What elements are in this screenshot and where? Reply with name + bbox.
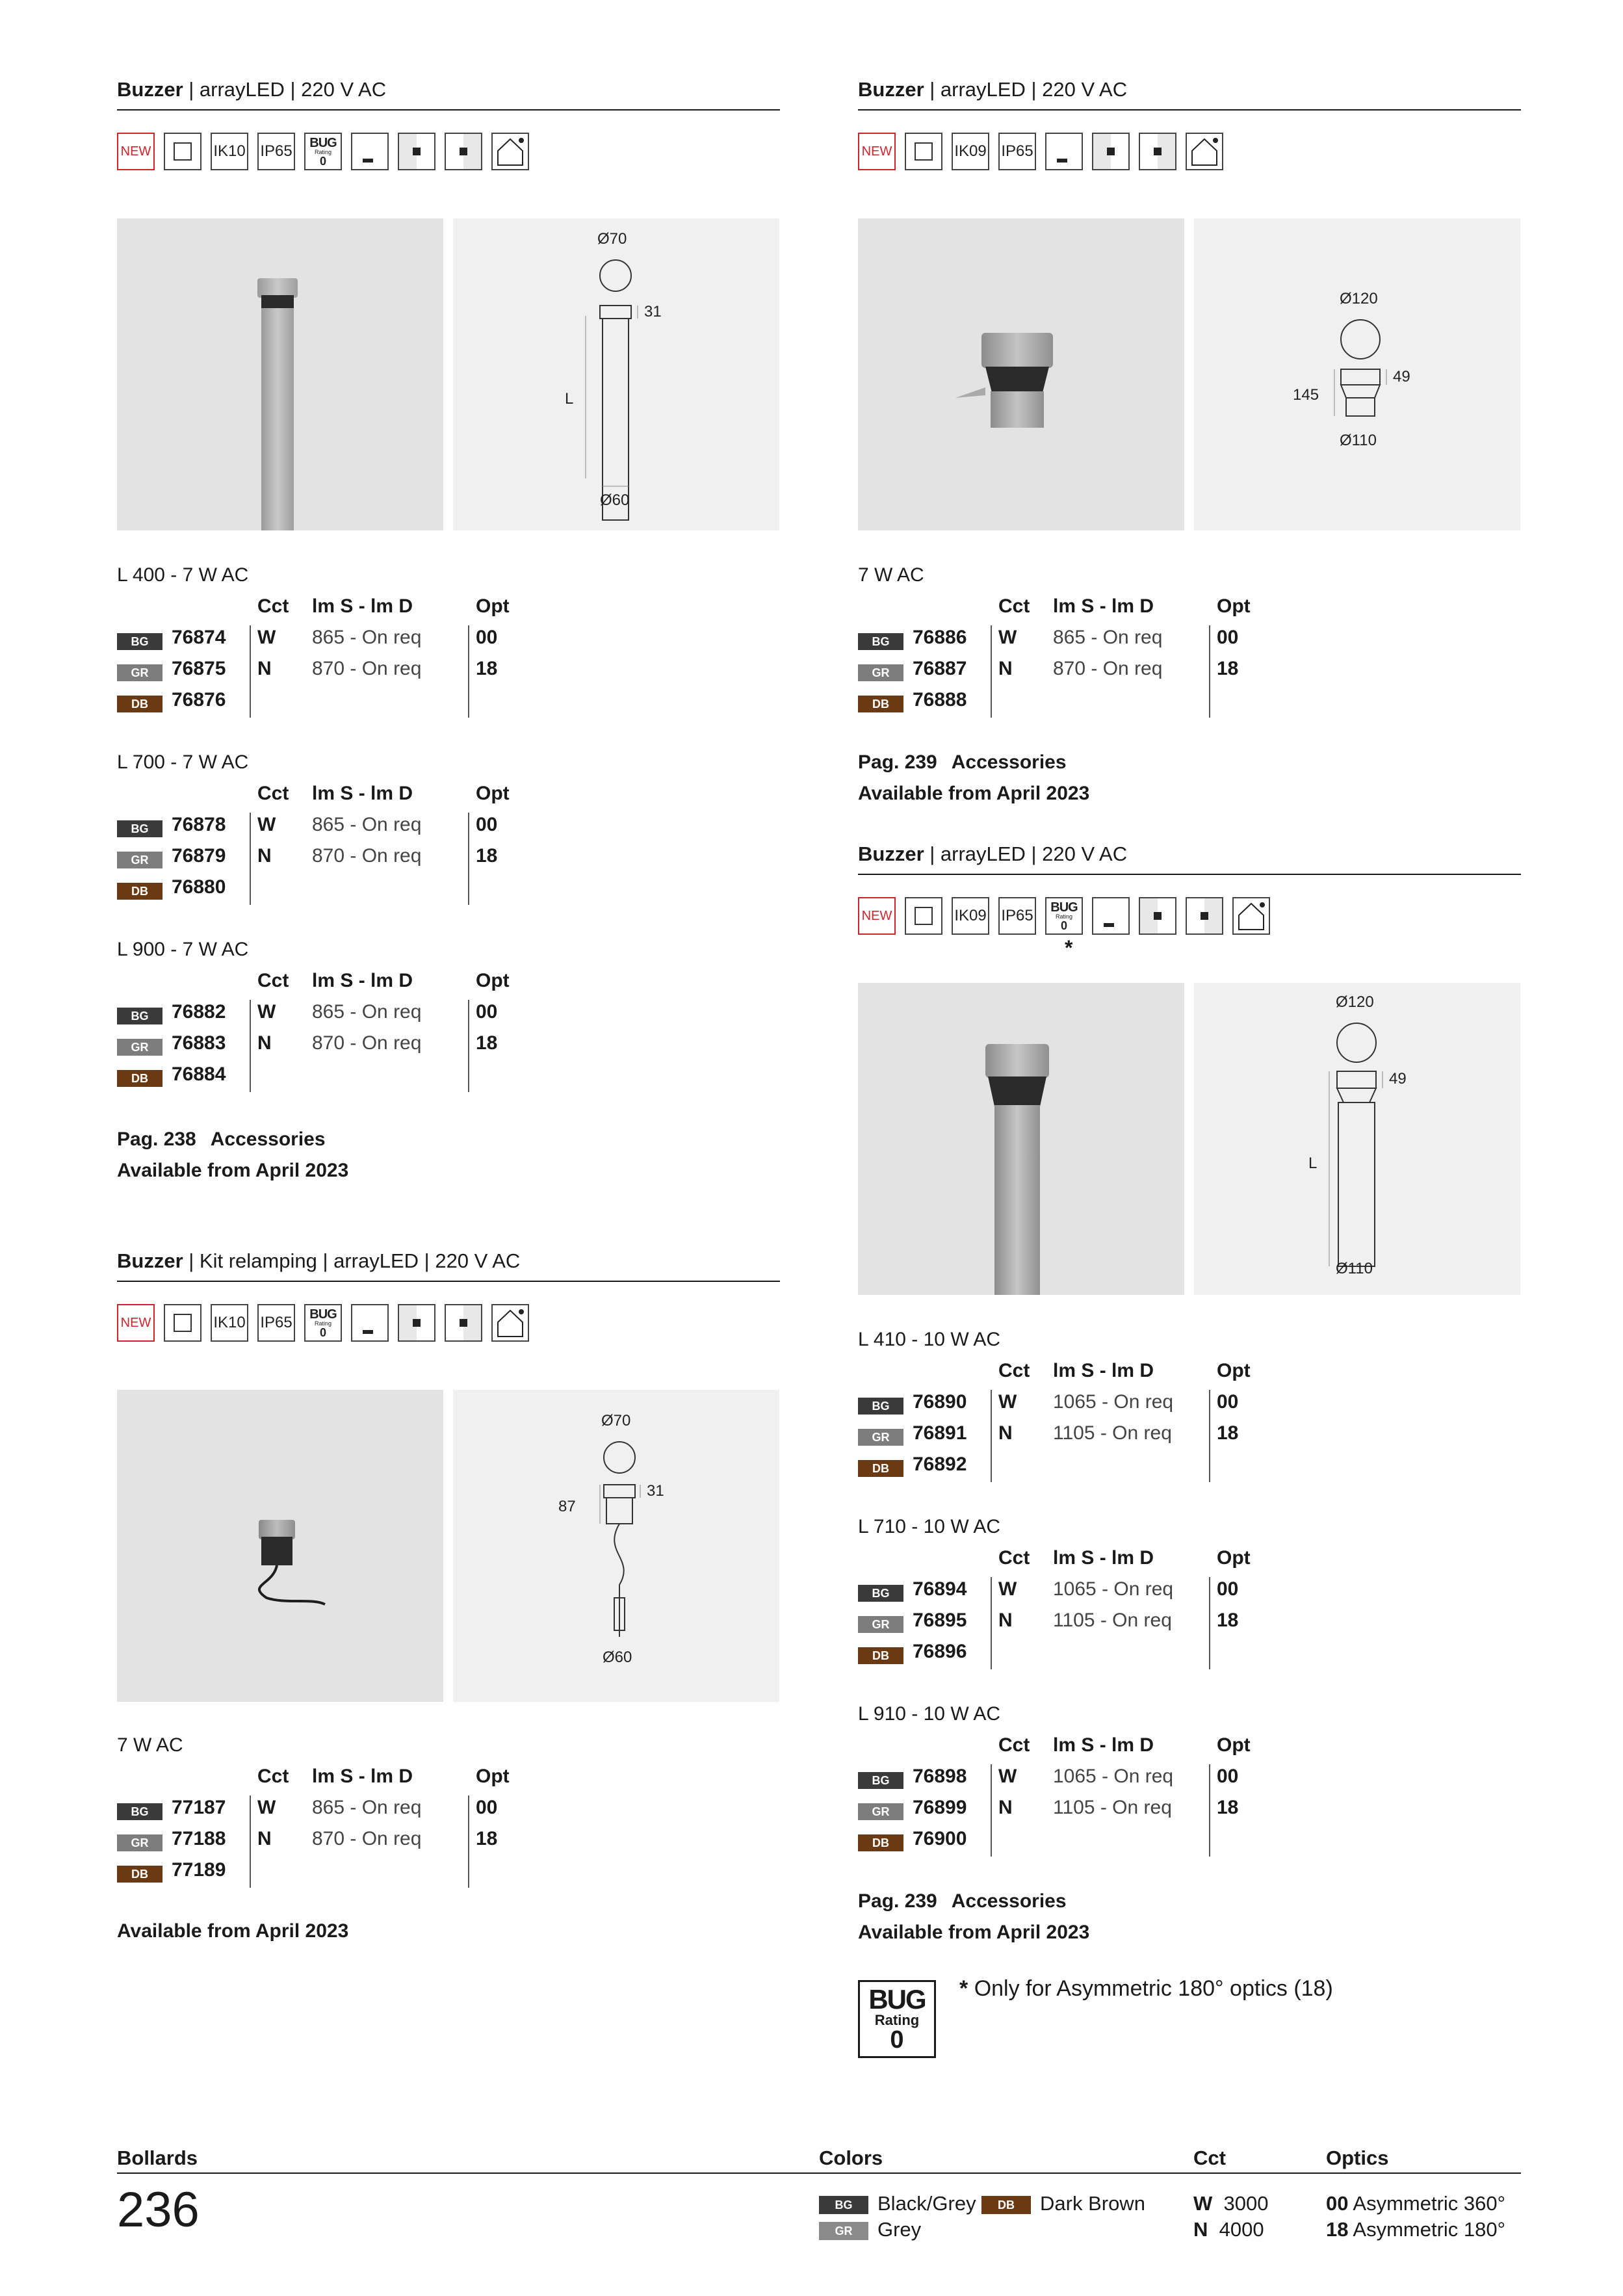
- optic-00: 00 Asymmetric 360°: [1326, 2192, 1506, 2215]
- ik09-icon: IK09: [952, 133, 989, 170]
- bug-rating-large-icon: BUG Rating 0: [858, 1980, 936, 2058]
- product-photo-bollard: [117, 218, 443, 530]
- table-title: L 900 - 7 W AC: [117, 939, 249, 960]
- brand-name: Buzzer: [117, 1249, 183, 1272]
- symmetric-optic-icon: [398, 1304, 435, 1342]
- table-row: DB 76880: [117, 876, 507, 902]
- table-title: 7 W AC: [117, 1734, 183, 1756]
- header-lm: lm S - lm D: [312, 783, 413, 804]
- accessories-note: Pag. 239 Accessories: [858, 751, 1067, 773]
- section-header-1: [117, 77, 780, 111]
- header-lm: lm S - lm D: [312, 595, 413, 617]
- cct-n: N 4000: [1193, 2218, 1264, 2241]
- header-cct: Cct: [257, 970, 289, 991]
- spec-table-short: [858, 564, 1251, 720]
- header-opt: Opt: [1217, 595, 1251, 617]
- technical-drawing-3: [1194, 983, 1520, 1295]
- header-opt: Opt: [1217, 1734, 1251, 1756]
- symmetric-optic-icon: [1092, 133, 1130, 170]
- table-title: L 710 - 10 W AC: [858, 1516, 1000, 1537]
- icon-strip-2: [858, 133, 1223, 170]
- header-opt: Opt: [476, 1766, 510, 1787]
- table-row: BG 76890 W 1065 - On req 00: [858, 1391, 1248, 1417]
- dim-diameter-top: Ø70: [601, 1412, 631, 1429]
- bug-rating-icon: BUG Rating 0: [304, 133, 342, 170]
- header-lm: lm S - lm D: [1053, 595, 1154, 617]
- technical-drawing-2: [1194, 218, 1520, 530]
- footer-cct-heading: Cct: [1193, 2146, 1226, 2169]
- header-lm: lm S - lm D: [1053, 1360, 1154, 1381]
- ground-mount-icon: [1045, 133, 1083, 170]
- ground-mount-icon: [1092, 897, 1130, 935]
- asymmetric-footnote: * Only for Asymmetric 180° optics (18): [959, 1976, 1333, 2001]
- footer-optics-heading: Optics: [1326, 2146, 1389, 2169]
- footer-category: Bollards: [117, 2146, 198, 2169]
- table-row: BG 77187 W 865 - On req 00: [117, 1797, 507, 1823]
- spec-table-kit: [117, 1734, 510, 1890]
- accessories-note: Pag. 239 Accessories: [858, 1890, 1067, 1912]
- header-opt: Opt: [1217, 1360, 1251, 1381]
- header-lm: lm S - lm D: [1053, 1734, 1154, 1756]
- asymmetric-optic-icon: [445, 1304, 482, 1342]
- icon-strip-4: [117, 1304, 529, 1342]
- dim-diameter-bottom: Ø60: [600, 491, 630, 509]
- table-row: GR 76899 N 1105 - On req 18: [858, 1797, 1248, 1823]
- dim-diameter-top: Ø70: [597, 230, 627, 248]
- asymmetric-optic-icon: [1139, 133, 1176, 170]
- class-ii-icon: [164, 1304, 201, 1342]
- new-badge-icon: NEW: [117, 1304, 155, 1342]
- table-row: BG 76878 W 865 - On req 00: [117, 814, 507, 840]
- dim-length: L: [1308, 1155, 1318, 1172]
- table-row: BG 76874 W 865 - On req 00: [117, 627, 507, 653]
- table-title: 7 W AC: [858, 564, 924, 586]
- section-subtitle: | Kit relamping | arrayLED | 220 V AC: [183, 1249, 521, 1272]
- symmetric-optic-icon: [398, 133, 435, 170]
- table-row: BG 76898 W 1065 - On req 00: [858, 1766, 1248, 1792]
- technical-drawing-1: [453, 218, 779, 530]
- header-cct: Cct: [257, 783, 289, 804]
- ground-mount-icon: [351, 133, 389, 170]
- header-cct: Cct: [998, 1734, 1030, 1756]
- header-cct: Cct: [998, 1360, 1030, 1381]
- header-lm: lm S - lm D: [312, 1766, 413, 1787]
- section-subtitle: | arrayLED | 220 V AC: [924, 842, 1128, 865]
- table-row: DB 76896: [858, 1641, 1248, 1667]
- class-ii-icon: [164, 133, 201, 170]
- new-badge-icon: NEW: [117, 133, 155, 170]
- cct-w: W 3000: [1193, 2192, 1269, 2215]
- symmetric-optic-icon: [1139, 897, 1176, 935]
- dim-head-height: 49: [1389, 1070, 1407, 1088]
- bug-rating-icon: BUG Rating 0: [304, 1304, 342, 1342]
- outdoor-house-icon: [491, 133, 529, 170]
- outdoor-house-icon: [491, 1304, 529, 1342]
- dim-body-height: 87: [558, 1498, 576, 1515]
- accessories-note: Pag. 238 Accessories: [117, 1128, 326, 1150]
- optic-18: 18 Asymmetric 180°: [1326, 2218, 1506, 2241]
- ip65-icon: IP65: [998, 897, 1036, 935]
- page-number: 236: [117, 2182, 200, 2237]
- outdoor-house-icon: [1186, 133, 1223, 170]
- technical-drawing-4: [453, 1390, 779, 1702]
- spec-table-l900: [117, 939, 510, 1095]
- section-header-kit: [117, 1248, 780, 1282]
- availability-note: Available from April 2023: [858, 1922, 1090, 1943]
- header-lm: lm S - lm D: [312, 970, 413, 991]
- table-title: L 400 - 7 W AC: [117, 564, 249, 586]
- product-photo-tall: [858, 983, 1184, 1295]
- table-row: DB 76884: [117, 1063, 507, 1089]
- table-row: DB 77189: [117, 1859, 507, 1885]
- dim-total-height: 145: [1293, 386, 1319, 404]
- table-row: DB 76876: [117, 689, 507, 715]
- table-row: GR 77188 N 870 - On req 18: [117, 1828, 507, 1854]
- icon-strip-3: [858, 897, 1270, 935]
- class-ii-icon: [905, 133, 942, 170]
- table-title: L 700 - 7 W AC: [117, 751, 249, 773]
- ip65-icon: IP65: [257, 1304, 295, 1342]
- section-header-2: [858, 77, 1521, 111]
- asymmetric-optic-icon: [445, 133, 482, 170]
- spec-table-l910: [858, 1703, 1251, 1859]
- dim-head-height: 49: [1393, 368, 1410, 385]
- ip65-icon: IP65: [257, 133, 295, 170]
- icon-strip-1: [117, 133, 529, 170]
- table-row: BG 76886 W 865 - On req 00: [858, 627, 1248, 653]
- availability-note: Available from April 2023: [117, 1160, 349, 1181]
- table-row: GR 76883 N 870 - On req 18: [117, 1032, 507, 1058]
- ik10-icon: IK10: [211, 133, 248, 170]
- table-row: DB 76900: [858, 1828, 1248, 1854]
- table-title: L 410 - 10 W AC: [858, 1329, 1000, 1350]
- dim-head-height: 31: [644, 303, 662, 320]
- brand-name: Buzzer: [117, 78, 183, 101]
- table-row: GR 76891 N 1105 - On req 18: [858, 1422, 1248, 1448]
- header-cct: Cct: [998, 1547, 1030, 1569]
- section-subtitle: | arrayLED | 220 V AC: [183, 78, 387, 101]
- product-photo-short: [858, 218, 1184, 530]
- ik10-icon: IK10: [211, 1304, 248, 1342]
- asymmetric-optic-icon: [1186, 897, 1223, 935]
- header-opt: Opt: [476, 783, 510, 804]
- footer-divider: [117, 2172, 1521, 2174]
- dim-diameter-bottom: Ø110: [1336, 1260, 1373, 1277]
- brand-name: Buzzer: [858, 78, 924, 101]
- new-badge-icon: NEW: [858, 897, 896, 935]
- header-cct: Cct: [257, 595, 289, 617]
- spec-table-l400: [117, 564, 510, 720]
- dim-diameter-top: Ø120: [1340, 290, 1378, 307]
- outdoor-house-icon: [1232, 897, 1270, 935]
- new-badge-icon: NEW: [858, 133, 896, 170]
- dim-diameter-bottom: Ø60: [603, 1649, 632, 1666]
- ik09-icon: IK09: [952, 897, 989, 935]
- header-cct: Cct: [998, 595, 1030, 617]
- ip65-icon: IP65: [998, 133, 1036, 170]
- section-subtitle: | arrayLED | 220 V AC: [924, 78, 1128, 101]
- header-opt: Opt: [1217, 1547, 1251, 1569]
- bug-rating-icon: BUG Rating 0: [1045, 897, 1083, 935]
- table-row: BG 76882 W 865 - On req 00: [117, 1001, 507, 1027]
- dim-length: L: [565, 390, 574, 408]
- spec-table-l710: [858, 1516, 1251, 1672]
- spec-table-l700: [117, 751, 510, 907]
- table-row: GR 76895 N 1105 - On req 18: [858, 1610, 1248, 1636]
- availability-note: Available from April 2023: [858, 783, 1090, 804]
- class-ii-icon: [905, 897, 942, 935]
- color-gr: GR Grey: [819, 2218, 921, 2241]
- availability-note: Available from April 2023: [117, 1920, 349, 1942]
- table-row: BG 76894 W 1065 - On req 00: [858, 1578, 1248, 1604]
- table-row: DB 76888: [858, 689, 1248, 715]
- dim-diameter-bottom: Ø110: [1340, 432, 1377, 449]
- color-db: DB Dark Brown: [981, 2192, 1145, 2215]
- table-row: GR 76875 N 870 - On req 18: [117, 658, 507, 684]
- table-row: DB 76892: [858, 1454, 1248, 1480]
- header-opt: Opt: [476, 970, 510, 991]
- dim-head-height: 31: [647, 1482, 664, 1500]
- ground-mount-icon: [351, 1304, 389, 1342]
- table-title: L 910 - 10 W AC: [858, 1703, 1000, 1725]
- product-photo-kit: [117, 1390, 443, 1702]
- header-opt: Opt: [476, 595, 510, 617]
- table-row: GR 76887 N 870 - On req 18: [858, 658, 1248, 684]
- dim-diameter-top: Ø120: [1336, 993, 1374, 1011]
- brand-name: Buzzer: [858, 842, 924, 865]
- table-row: GR 76879 N 870 - On req 18: [117, 845, 507, 871]
- color-bg: BG Black/Grey: [819, 2192, 976, 2215]
- section-header-3: [858, 841, 1521, 875]
- bug-asterisk: *: [1065, 936, 1073, 959]
- header-lm: lm S - lm D: [1053, 1547, 1154, 1569]
- header-cct: Cct: [257, 1766, 289, 1787]
- footer-colors-heading: Colors: [819, 2146, 883, 2169]
- spec-table-l410: [858, 1329, 1251, 1485]
